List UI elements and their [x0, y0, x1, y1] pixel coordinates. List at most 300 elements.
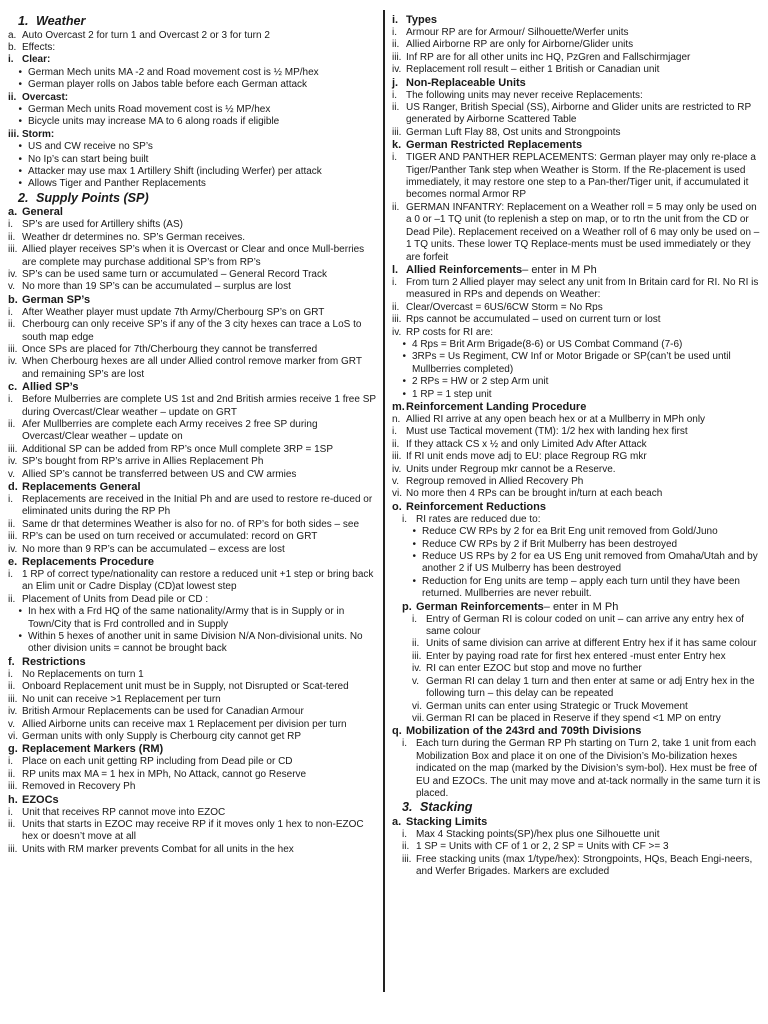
bullet-item	[8, 178, 376, 190]
list-text: No unit can receive >1 Replacement per turn	[22, 693, 221, 705]
bullet-icon: •	[412, 575, 416, 587]
list-text: No more than 19 SP’s can be accumulated – surplus are lost	[22, 281, 291, 293]
bullet-item	[8, 116, 376, 128]
bullet-item	[392, 389, 762, 401]
effect-heading	[8, 129, 376, 141]
bullet-icon: •	[402, 338, 406, 350]
subsection-letter: l.	[392, 263, 399, 276]
bullet-item	[8, 606, 376, 631]
list-item	[8, 569, 376, 594]
list-item	[8, 30, 376, 42]
bullet-item	[402, 576, 762, 601]
list-item	[8, 281, 376, 293]
list-item	[392, 202, 762, 264]
bullet-item	[392, 351, 762, 376]
list-text: From turn 2 Allied player may select any unit from In Britain card for RI. No RI is measured in RPs and depends on Weather:	[406, 276, 759, 301]
list-text: Additional SP can be added from RP’s once Mull complete 3RP = 1SP	[22, 443, 334, 455]
subsection-title: Mobilization of the 243rd and 709th Divisions	[406, 725, 642, 738]
list-text: Same dr that determines Weather is also for no. of RP’s for both sides – see	[22, 518, 360, 530]
list-text: RP units max MA = 1 hex in MPh, No Attack, cannot go Reserve	[22, 768, 307, 780]
list-item	[402, 514, 762, 526]
list-item	[392, 464, 762, 476]
list-text: Effects:	[22, 41, 56, 53]
list-item	[392, 152, 762, 202]
list-text: Entry of German RI is colour coded on unit – can arrive any entry hex of same colour	[426, 613, 744, 638]
list-marker: iii.	[8, 343, 18, 355]
bullet-text: US and CW receive no SP’s	[28, 141, 153, 153]
subsection-title: Allied Reinforcements	[406, 263, 523, 276]
list-marker: ii.	[392, 39, 400, 51]
list-marker: ii.	[8, 518, 16, 530]
list-text: The following units may never receive Replacements:	[406, 89, 643, 101]
subsection-heading	[8, 743, 376, 756]
list-marker: i.	[8, 54, 14, 66]
list-item	[412, 676, 762, 701]
bullet-text: German Mech units Road movement cost is ½ MP/hex	[28, 103, 271, 115]
list-marker: v.	[392, 476, 400, 487]
subsection-title: German Reinforcements	[416, 600, 544, 613]
list-text: Allied Airborne units can receive max 1 Replacement per division per turn	[22, 718, 347, 730]
list-item	[8, 419, 376, 444]
list-item	[8, 444, 376, 456]
bullet-item	[402, 526, 762, 538]
bullet-text: No Ip’s can start being built	[28, 153, 149, 165]
list-text: Allied player receives SP’s when it is Overcast or Clear and once Mull-berries are complete may purchase additional SP’s from RP’s	[22, 244, 365, 268]
list-text: No Replacements on turn 1	[22, 668, 144, 680]
list-text: US Ranger, British Special (SS), Airborne and Glider units are restricted to RP generated by Airborne Scattered Table	[406, 102, 751, 126]
list-item	[8, 681, 376, 693]
list-marker: iii.	[8, 128, 20, 140]
list-text: German Luft Flay 88, Ost units and Strongpoints	[406, 126, 621, 138]
list-text: No more then 4 RPs can be brought in/turn at each beach	[406, 488, 663, 500]
list-item	[8, 456, 376, 468]
list-text: If RI unit ends move adj to EU: place Regroup RG mkr	[406, 451, 647, 463]
list-text: Allied RI arrive at any open beach hex or at a Mullberry in MPh only	[406, 413, 706, 425]
bullet-icon: •	[18, 631, 22, 643]
bullet-text: 3RPs = Us Regiment, CW Inf or Motor Brigade or SP(can’t be used until Mullberries completed)	[412, 351, 731, 375]
effect-heading	[8, 92, 376, 104]
bullet-text: 4 Rps = Brit Arm Brigade(8-6) or US Combat Command (7-6)	[412, 338, 683, 350]
list-text: Must use Tactical movement (TM): 1/2 hex with landing hex first	[406, 426, 688, 438]
subsection-letter: k.	[392, 139, 402, 152]
bullet-icon: •	[412, 538, 416, 550]
list-text: Clear/Overcast = 6US/6CW Storm = No Rps	[406, 301, 603, 313]
list-marker: ii.	[8, 418, 16, 430]
list-marker: ii.	[392, 102, 400, 114]
list-marker: a.	[8, 29, 17, 41]
list-item	[392, 302, 762, 314]
list-text: Free stacking units (max 1/type/hex): Strongpoints, HQs, Beach Engi-neers, and Werfer Brigades. Markers are excluded	[416, 853, 753, 878]
effect-label: Storm:	[22, 128, 55, 140]
list-marker: i.	[8, 668, 13, 680]
list-text: RI rates are reduced due to:	[416, 513, 541, 525]
list-item	[8, 719, 376, 731]
subsection-title: EZOCs	[22, 793, 59, 806]
list-marker: iii.	[8, 244, 18, 256]
list-item	[392, 64, 762, 76]
list-marker: ii.	[8, 768, 16, 780]
list-text: Removed in Recovery Ph	[22, 781, 136, 793]
subsection-letter: h.	[8, 793, 18, 806]
list-item	[8, 42, 376, 54]
list-item	[412, 713, 762, 725]
section-title: Supply Points (SP)	[36, 190, 149, 205]
list-text: Units of same division can arrive at different Entry hex if it has same colour	[426, 638, 757, 650]
list-marker: iii.	[392, 451, 402, 463]
list-marker: iii.	[412, 650, 422, 662]
list-item	[412, 701, 762, 713]
list-text: Onboard Replacement unit must be in Supply, not Disrupted or Scat-tered	[22, 681, 349, 693]
list-marker: iii.	[8, 781, 18, 793]
subsection-heading	[392, 14, 762, 27]
bullet-item	[392, 339, 762, 351]
list-marker: v.	[412, 675, 420, 687]
list-item	[392, 414, 762, 426]
section-heading	[18, 14, 376, 30]
bullet-item	[8, 104, 376, 116]
list-marker: i.	[8, 569, 13, 581]
bullet-text: German player rolls on Jabos table before each German attack	[28, 79, 308, 91]
subsection-heading	[8, 206, 376, 219]
list-marker: iii.	[402, 853, 412, 865]
list-marker: iv.	[412, 663, 422, 675]
subsection-heading	[402, 601, 762, 614]
list-marker: b.	[8, 41, 17, 53]
right-column	[392, 14, 762, 878]
list-item	[402, 841, 762, 853]
subsection-title: Replacements Procedure	[22, 556, 155, 569]
list-text: Place on each unit getting RP including from Dead pile or CD	[22, 756, 293, 768]
bullet-text: 1 RP = 1 step unit	[412, 388, 492, 400]
list-marker: ii.	[392, 438, 400, 450]
list-marker: i.	[402, 828, 407, 840]
subsection-title: Reinforcement Reductions	[406, 500, 546, 513]
bullet-icon: •	[412, 526, 416, 538]
list-item	[392, 27, 762, 39]
list-text: Weather dr determines no. SP’s German receives.	[22, 231, 246, 243]
list-marker: ii.	[392, 301, 400, 313]
list-item	[402, 854, 762, 879]
list-item	[8, 694, 376, 706]
bullet-item	[402, 539, 762, 551]
list-item	[392, 277, 762, 302]
phase-note: – enter in M Ph	[543, 600, 619, 613]
bullet-item	[8, 154, 376, 166]
bullet-item	[8, 67, 376, 79]
bullet-text: In hex with a Frd HQ of the same nationality/Army that is in Supply or in Town/City that is Frd controlled and in Supply	[28, 606, 345, 630]
list-marker: i.	[402, 513, 407, 525]
list-marker: v.	[8, 281, 16, 293]
subsection-letter: m.	[392, 400, 405, 413]
list-marker: i.	[8, 494, 13, 505]
list-text: British Armour Replacements can be used for Canadian Armour	[22, 706, 304, 718]
list-marker: iv.	[8, 706, 18, 718]
list-text: Auto Overcast 2 for turn 1 and Overcast 2 or 3 for turn 2	[22, 29, 270, 41]
section-title: Weather	[36, 14, 86, 28]
list-marker: iv.	[392, 463, 402, 475]
subsection-heading	[8, 294, 376, 307]
bullet-icon: •	[402, 388, 406, 400]
list-text: Enter by paying road rate for first hex entered -must enter Entry hex	[426, 650, 726, 662]
list-text: Rps cannot be accumulated – used on current turn or lost	[406, 314, 661, 326]
subsection-title: Replacement Markers (RM)	[22, 743, 164, 756]
section-number: 1.	[18, 14, 29, 28]
list-marker: iv.	[8, 456, 18, 468]
subsection-letter: a.	[392, 815, 402, 828]
list-item	[392, 451, 762, 463]
subsection-heading	[392, 725, 762, 738]
subsection-heading	[392, 816, 762, 829]
list-item	[8, 344, 376, 356]
list-item	[8, 669, 376, 681]
bullet-text: German Mech units MA -2 and Road movement cost is ½ MP/hex	[28, 66, 319, 78]
list-item	[8, 781, 376, 793]
list-text: Before Mulberries are complete US 1st and 2nd British armies receive 1 free SP during Overcast/Clear weather – update on GRT	[22, 394, 376, 418]
bullet-item	[8, 166, 376, 178]
list-text: Cherbourg can only receive SP’s if any of the 3 city hexes can trace a LoS to south map edge	[22, 319, 362, 343]
list-item	[392, 90, 762, 102]
subsection-letter: i.	[392, 14, 399, 26]
list-item	[392, 52, 762, 64]
list-marker: ii.	[8, 681, 16, 693]
subsection-title: Allied SP’s	[22, 381, 79, 394]
list-item	[402, 738, 762, 800]
list-text: German units with only Supply is Cherbourg city cannot get RP	[22, 730, 302, 742]
list-item	[8, 531, 376, 543]
bullet-text: Allows Tiger and Panther Replacements	[28, 178, 206, 190]
list-text: SP’s bought from RP’s arrive in Allies Replacement Ph	[22, 456, 264, 468]
bullet-icon: •	[18, 178, 22, 190]
list-item	[8, 807, 376, 819]
list-item	[8, 356, 376, 381]
bullet-icon: •	[18, 165, 22, 177]
subsection-title: Restrictions	[22, 655, 86, 668]
bullet-item	[402, 551, 762, 576]
bullet-icon: •	[18, 79, 22, 91]
bullet-icon: •	[18, 141, 22, 153]
list-marker: ii.	[412, 638, 420, 650]
list-item	[8, 594, 376, 606]
bullet-icon: •	[18, 153, 22, 165]
list-item	[392, 327, 762, 339]
list-marker: vi.	[8, 730, 18, 742]
list-marker: iv.	[392, 64, 402, 76]
subsection-heading	[392, 77, 762, 90]
section-heading	[18, 191, 376, 207]
list-text: Units that starts in EZOC may receive RP if it moves only 1 hex to non-EZOC hex or doesn’t move at all	[22, 818, 364, 843]
list-marker: n.	[392, 413, 401, 425]
list-marker: i.	[392, 276, 397, 288]
bullet-item	[8, 79, 376, 91]
list-marker: i.	[392, 89, 397, 101]
list-item	[8, 244, 376, 269]
subsection-letter: j.	[392, 76, 399, 89]
list-item	[8, 319, 376, 344]
list-text: German RI can delay 1 turn and then enter at same or adj Entry hex in the following turn – this delay can be repeated	[426, 675, 755, 700]
list-text: Allied Airborne RP are only for Airborne/Glider units	[406, 39, 634, 51]
list-marker: v.	[8, 718, 16, 730]
list-item	[8, 769, 376, 781]
bullet-icon: •	[18, 103, 22, 115]
list-text: Armour RP are for Armour/ Silhouette/Werfer units	[406, 27, 629, 38]
effect-label: Overcast:	[22, 91, 69, 103]
list-item	[8, 544, 376, 556]
subsection-letter: o.	[392, 500, 402, 513]
list-item	[8, 307, 376, 319]
list-text: Units with RM marker prevents Combat for all units in the hex	[22, 843, 294, 855]
subsection-title: Stacking Limits	[406, 815, 488, 828]
subsection-title: German Restricted Replacements	[406, 139, 583, 152]
list-marker: i.	[402, 738, 407, 750]
list-marker: ii.	[8, 231, 16, 243]
bullet-text: Bicycle units may increase MA to 6 along roads if eligible	[28, 116, 280, 128]
list-text: Afer Mullberries are complete each Army receives 2 free SP during Overcast/Clear weather – update on	[22, 418, 318, 443]
list-item	[8, 269, 376, 281]
list-marker: iv.	[8, 543, 18, 555]
list-marker: ii.	[392, 201, 400, 213]
subsection-title: Replacements General	[22, 481, 141, 493]
list-marker: i.	[8, 219, 13, 231]
subsection-title: Non-Replaceable Units	[406, 76, 526, 89]
list-marker: vi.	[392, 488, 402, 500]
bullet-item	[392, 376, 762, 388]
list-marker: i.	[8, 756, 13, 768]
list-text: German units can enter using Strategic or Truck Movement	[426, 700, 688, 712]
list-text: Once SPs are placed for 7th/Cherbourg they cannot be transferred	[22, 343, 318, 355]
list-text: Regroup removed in Allied Recovery Ph	[406, 476, 584, 487]
subsection-letter: g.	[8, 743, 18, 756]
list-item	[412, 638, 762, 650]
list-text: Allied SP’s cannot be transferred between US and CW armies	[22, 468, 297, 480]
subsection-letter: d.	[8, 481, 18, 493]
list-item	[392, 426, 762, 438]
bullet-text: Reduction for Eng units are temp – apply each turn until they have been returned. Mullberries are never rebuilt.	[422, 575, 740, 600]
bullet-icon: •	[18, 116, 22, 128]
subsection-heading	[392, 501, 762, 514]
list-text: GERMAN INFANTRY: Replacement on a Weather roll = 5 may only be used on a 0 or –1 TQ unit (to replenish a step on map, or to rtn the unit from the CD or Dead Pile). Replacement received on a Weather roll of 6 may only be used on –1 TQ units. These lower TQ Replace-ments must be used immediately or they are forfeit	[406, 201, 760, 263]
list-marker: i.	[8, 394, 13, 406]
bullet-text: 2 RPs = HW or 2 step Arm unit	[412, 376, 549, 388]
bullet-text: Reduce CW RPs by 2 for ea Brit Eng unit removed from Gold/Juno	[422, 526, 718, 538]
list-text: After Weather player must update 7th Army/Cherbourg SP’s on GRT	[22, 306, 325, 318]
list-item	[8, 469, 376, 481]
subsection-heading	[392, 139, 762, 152]
list-item	[392, 476, 762, 488]
list-marker: iii.	[392, 314, 402, 326]
left-column	[8, 14, 376, 856]
effect-heading	[8, 54, 376, 66]
list-marker: ii.	[402, 841, 410, 853]
subsection-title: Reinforcement Landing Procedure	[406, 400, 587, 413]
phase-note: – enter in M Ph	[522, 263, 597, 276]
subsection-letter: f.	[8, 655, 15, 668]
list-marker: iv.	[8, 268, 18, 280]
subsection-heading	[8, 481, 376, 494]
list-marker: i.	[8, 306, 13, 318]
section-heading	[402, 800, 762, 816]
list-text: Placement of Units from Dead pile or CD :	[22, 593, 209, 605]
list-item	[8, 756, 376, 768]
section-number: 3.	[402, 800, 413, 815]
subsection-letter: c.	[8, 381, 18, 394]
list-marker: v.	[8, 468, 16, 480]
list-marker: iii.	[392, 126, 402, 138]
bullet-text: Reduce US RPs by 2 for ea US Eng unit removed from Omaha/Utah and by another 2 if US Mulberry has been destroyed	[422, 551, 758, 575]
list-marker: ii.	[8, 319, 16, 331]
subsection-heading	[8, 381, 376, 394]
list-marker: ii.	[8, 818, 16, 830]
list-text: If they attack CS x ½ and only Limited Adv After Attack	[406, 438, 647, 450]
list-marker: iv.	[8, 356, 18, 368]
list-text: Inf RP are for all other units inc HQ, PzGren and Fallschirmjager	[406, 51, 691, 63]
list-text: Units under Regroup mkr cannot be a Reserve.	[406, 463, 616, 475]
list-item	[412, 614, 762, 639]
bullet-icon: •	[402, 376, 406, 388]
subsection-letter: a.	[8, 206, 18, 219]
list-marker: i.	[412, 613, 417, 625]
list-marker: vii.	[412, 712, 425, 724]
list-text: RP’s can be used on turn received or accumulated: record on GRT	[22, 531, 318, 543]
column-divider	[383, 10, 385, 992]
bullet-item	[8, 141, 376, 153]
list-text: 1 SP = Units with CF of 1 or 2, 2 SP = Units with CF >= 3	[416, 841, 669, 853]
bullet-text: Reduce CW RPs by 2 if Brit Mulberry has been destroyed	[422, 538, 678, 550]
list-item	[392, 127, 762, 139]
subsection-title: German SP’s	[22, 293, 91, 306]
subsection-letter: b.	[8, 293, 18, 306]
subsection-letter: p.	[402, 600, 412, 613]
list-text: TIGER AND PANTHER REPLACEMENTS: German player may only re-place a Tiger/Panther Tank step when Weather is Storm. If the Re-placement is used immediately, it may restore one step to a Pan-ther/Tiger unit, if accumulated it becomes normal Armor RP	[406, 152, 756, 201]
list-marker: i.	[392, 426, 397, 438]
list-marker: iii.	[8, 443, 18, 455]
list-item	[8, 706, 376, 718]
list-item	[392, 314, 762, 326]
list-item	[8, 844, 376, 856]
subsection-letter: q.	[392, 725, 402, 738]
list-item	[392, 102, 762, 127]
list-item	[392, 439, 762, 451]
list-marker: iii.	[8, 843, 18, 855]
list-text: German RI can be placed in Reserve if they spend <1 MP on entry	[426, 712, 721, 724]
list-item	[8, 519, 376, 531]
list-text: Each turn during the German RP Ph starting on Turn 2, take 1 unit from each Mobilization Box and place it on one of the Division’s Mo-bilization hexes indicated on the map (marked by the Division’s sym-bol). Hex must be free of EU and EZOCs. The unit may move and at-tack normally in the same turn it is placed.	[416, 738, 761, 799]
list-text: Max 4 Stacking points(SP)/hex plus one Silhouette unit	[416, 828, 660, 840]
list-text: SP’s are used for Artillery shifts (AS)	[22, 219, 183, 231]
section-number: 2.	[18, 190, 29, 205]
list-marker: i.	[8, 806, 13, 818]
bullet-icon: •	[412, 551, 416, 563]
list-item	[8, 731, 376, 743]
list-text: Replacement roll result – either 1 British or Canadian unit	[406, 64, 660, 76]
subsection-heading	[8, 556, 376, 569]
subsection-title: Types	[406, 14, 437, 26]
list-marker: iv.	[392, 326, 402, 338]
list-text: Replacements are received in the Initial Ph and are used to restore re-duced or eliminated units during the RP Ph	[22, 494, 373, 518]
list-item	[412, 651, 762, 663]
list-marker: vi.	[412, 700, 422, 712]
list-text: Unit that receives RP cannot move into EZOC	[22, 806, 226, 818]
list-marker: iii.	[8, 693, 18, 705]
list-item	[402, 829, 762, 841]
list-text: When Cherbourg hexes are all under Allied control remove marker from GRT and remaining SP’s are lost	[22, 356, 362, 380]
list-item	[392, 39, 762, 51]
effect-label: Clear:	[22, 54, 51, 66]
list-item	[8, 819, 376, 844]
list-item	[8, 394, 376, 419]
bullet-icon: •	[402, 351, 406, 363]
list-item	[392, 488, 762, 500]
subsection-heading	[392, 264, 762, 277]
